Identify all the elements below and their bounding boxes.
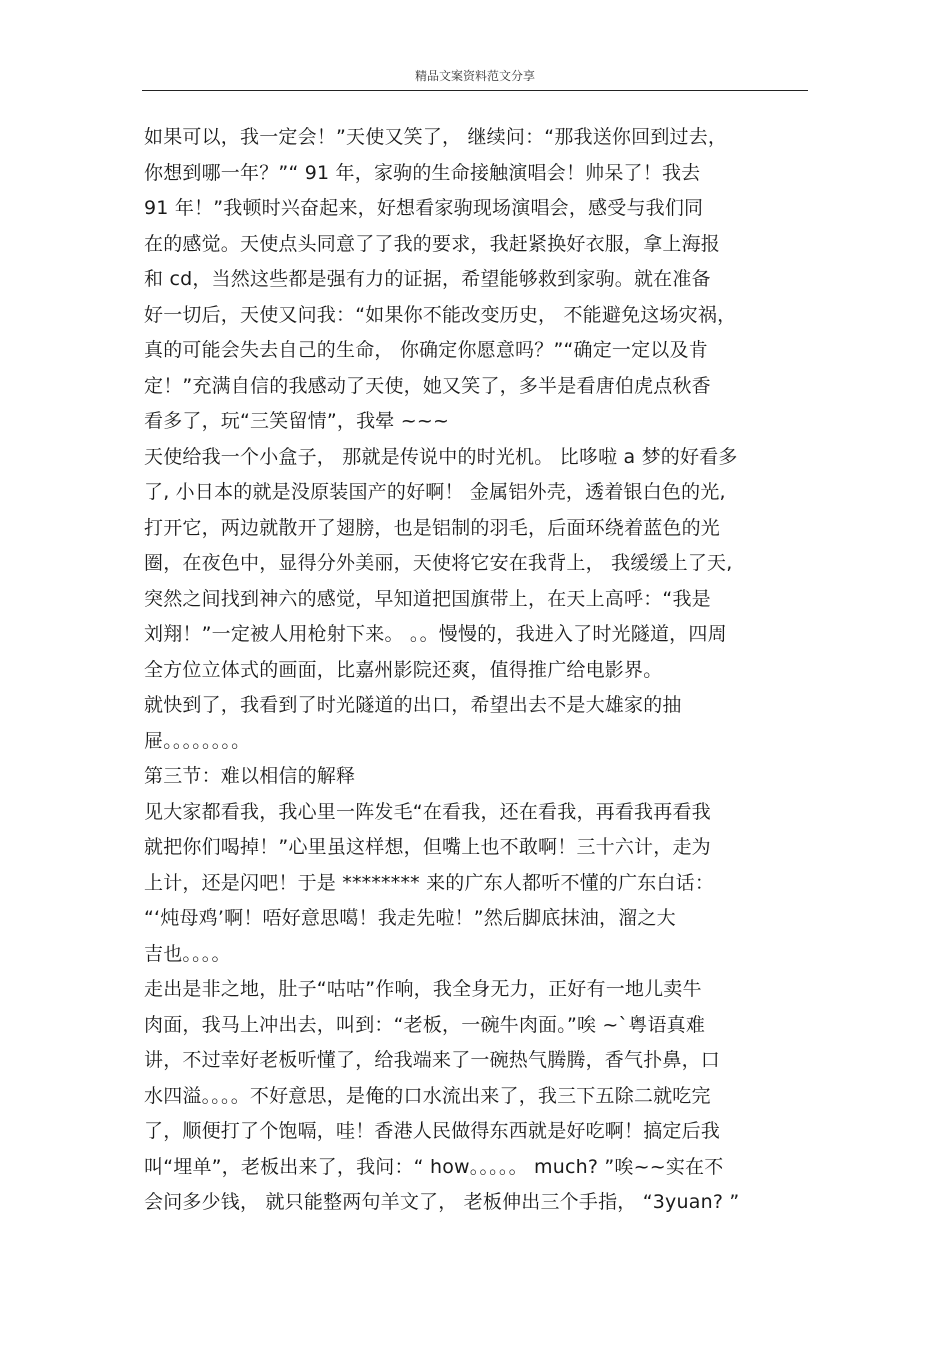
text-line: 了，顺便打了个饱嗝，哇！香港人民做得东西就是好吃啊！搞定后我	[144, 1120, 721, 1142]
text-line: 叫“埋单”，老板出来了，我问：“ how。。。。。 much? ”唉~~实在不	[144, 1155, 724, 1178]
text-line: 和 cd，当然这些都是强有力的证据，希望能够救到家驹。就在准备	[144, 268, 711, 290]
text-line: 在的感觉。天使点头同意了了我的要求，我赶紧换好衣服，拿上海报	[144, 232, 721, 255]
text-line: 屉。。。。。。。。	[144, 729, 251, 752]
text-line: 就把你们喝掉！”心里虽这样想，但嘴上也不敢啊！三十六计，走为	[144, 836, 711, 858]
text-line: 圈，在夜色中，显得分外美丽，天使将它安在我背上， 我缓缓上了天,	[144, 552, 733, 574]
text-line: 了, 小日本的就是没原装国产的好啊！ 金属铝外壳，透着银白色的光,	[144, 481, 726, 503]
text-line: 刘翔！”一定被人用枪射下来。 。。慢慢的，我进入了时光隧道，四周	[144, 623, 727, 645]
text-line: 打开它，两边就散开了翅膀，也是铝制的羽毛，后面环绕着蓝色的光	[144, 516, 721, 539]
text-line: 91 年！”我顿时兴奋起来，好想看家驹现场演唱会，感受与我们同	[144, 197, 704, 219]
text-line: 看多了，玩“三笑留情”，我晕 ~~~	[144, 410, 450, 432]
header-divider	[142, 90, 808, 91]
text-line: 上计，还是闪吧！于是 ******** 来的广东人都听不懂的广东白话：	[144, 871, 715, 894]
text-line: “‘炖母鸡’啊！唔好意思噶！我走先啦！”然后脚底抹油，溜之大	[144, 907, 676, 929]
page-header: 精品文案资料范文分享	[414, 69, 535, 83]
document-body	[144, 120, 824, 1221]
text-line: 天使给我一个小盒子， 那就是传说中的时光机。 比哆啦 a 梦的好看多	[144, 445, 738, 468]
text-line: 见大家都看我，我心里一阵发毛“在看我，还在看我，再看我再看我	[144, 800, 711, 823]
text-line: 好一切后，天使又问我：“如果你不能改变历史， 不能避免这场灾祸，	[144, 303, 737, 326]
text-line: 讲，不过幸好老板听懂了，给我端来了一碗热气腾腾，香气扑鼻，口	[144, 1049, 721, 1071]
text-line: 定！”充满自信的我感动了天使，她又笑了，多半是看唐伯虎点秋香	[144, 374, 711, 397]
text-line: 肉面，我马上冲出去，叫到：“老板，一碗牛肉面。”唉 ~`粤语真难	[144, 1013, 706, 1036]
text-line: 突然之间找到神六的感觉，早知道把国旗带上，在天上高呼：“我是	[144, 587, 711, 610]
text-line: 全方位立体式的画面，比嘉州影院还爽，值得推广给电影界。	[144, 658, 663, 681]
text-line: 走出是非之地，肚子“咕咕”作响，我全身无力，正好有一地儿卖牛	[144, 978, 702, 1000]
section-heading: 第三节：难以相信的解释	[144, 765, 356, 787]
text-line: 就快到了，我看到了时光隧道的出口，希望出去不是大雄家的抽	[144, 694, 682, 716]
text-line: 你想到哪一年？”“ 91 年，家驹的生命接触演唱会！帅呆了！我去	[144, 161, 701, 184]
text-line: 真的可能会失去自己的生命， 你确定你愿意吗？”“确定一定以及肯	[144, 339, 708, 361]
text-line: 水四溢。。。。不好意思，是俺的口水流出来了，我三下五除二就吃完	[144, 1084, 711, 1107]
text-line: 如果可以，我一定会！”天使又笑了， 继续问：“那我送你回到过去，	[144, 126, 728, 148]
text-line: 吉也。。。。	[144, 942, 231, 965]
text-line: 会问多少钱， 就只能整两句羊文了， 老板伸出三个手指， “3yuan? ”	[144, 1191, 740, 1213]
